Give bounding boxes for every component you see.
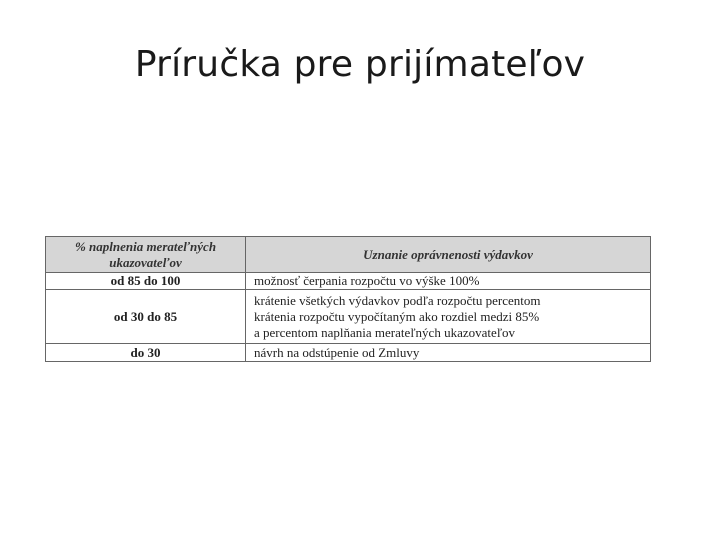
range-cell: od 30 do 85 bbox=[46, 290, 246, 344]
range-cell: od 85 do 100 bbox=[46, 273, 246, 290]
criteria-table-image bbox=[45, 236, 651, 366]
table-row bbox=[46, 344, 651, 362]
range-cell: do 30 bbox=[46, 344, 246, 362]
description-line: krátenia rozpočtu vypočítaným ako rozdiel medzi 85% bbox=[254, 308, 540, 324]
description-cell bbox=[246, 273, 651, 290]
table-row bbox=[46, 290, 651, 344]
header-fulfillment-percent bbox=[46, 237, 246, 273]
description-line: a percentom naplňania merateľných ukazovateľov bbox=[254, 324, 516, 340]
header-text-line: Uznanie oprávnenosti výdavkov bbox=[363, 246, 533, 262]
header-text-line: ukazovateľov bbox=[109, 254, 182, 270]
table-header-row bbox=[46, 237, 651, 273]
header-eligibility bbox=[246, 237, 651, 273]
criteria-table bbox=[45, 236, 651, 362]
description-cell bbox=[246, 344, 651, 362]
description-cell bbox=[246, 290, 651, 344]
description-line: krátenie všetkých výdavkov podľa rozpočtu percentom bbox=[254, 292, 541, 308]
header-text-line: % naplnenia merateľných bbox=[74, 238, 217, 254]
description-line: návrh na odstúpenie od Zmluvy bbox=[254, 344, 420, 360]
slide-title: Príručka pre prijímateľov bbox=[134, 44, 586, 85]
description-line: možnosť čerpania rozpočtu vo výške 100% bbox=[254, 273, 480, 288]
table-row bbox=[46, 273, 651, 290]
